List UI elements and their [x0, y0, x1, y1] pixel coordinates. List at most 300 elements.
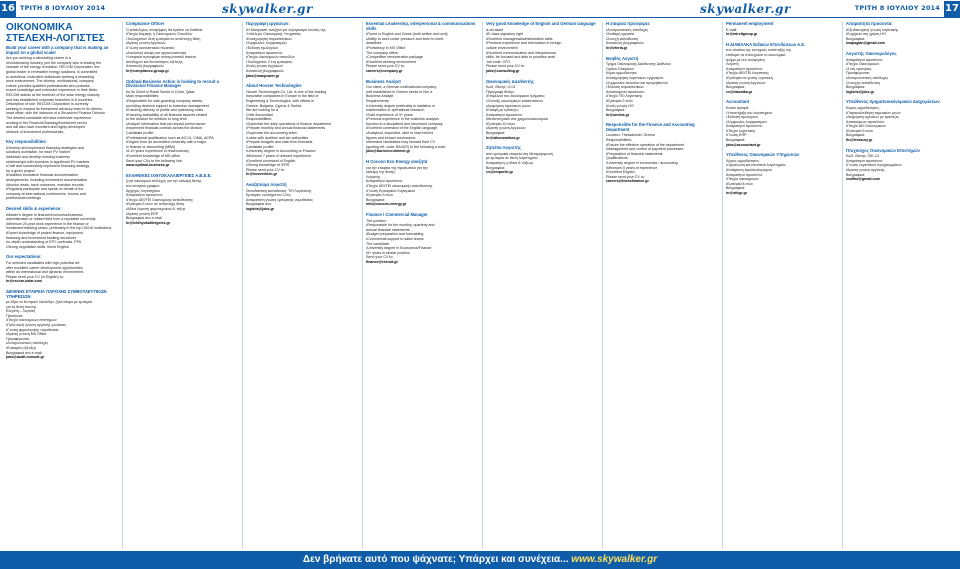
job-ad-contact-email[interactable]: logistis@jobs.gr — [846, 89, 875, 94]
job-ad-line: head office, with the inclusion of a Structured Finance Director. — [6, 111, 106, 116]
job-ad-title: Very good knowledge of English and German language — [486, 22, 596, 26]
job-ad-line: •Αναλυτική σκέψη και οργανωτικότητα — [126, 50, 187, 55]
job-ad-line: to the division for medium to long term — [126, 117, 187, 122]
job-ad-line: Σπουδαστική εκπαίδευση: ΤΕΙ Λογιστικής — [246, 188, 312, 193]
job-ad-line: •Develop and implement financing strategies and — [6, 145, 84, 150]
job-ad-line: •Καταχώρηση λογιστικών εγγραφών — [606, 75, 664, 80]
job-ad-line: global leader in renewable energy solutions, is committed — [6, 69, 98, 74]
job-ad-contact-email[interactable]: www.optimal-business.gr — [126, 163, 170, 168]
job-ad-line: •Excellent managerial/administrative skills — [486, 36, 553, 41]
job-ad-line: innovative companies in Europe in the field of — [246, 94, 319, 99]
job-ad-line: •Πτυχίο οικονομικών επιστημών — [6, 318, 57, 323]
job-ad-line: •University degree in Accounting or Finance — [246, 149, 316, 154]
job-ad-line: •Καλή γνώση Η/Υ — [606, 103, 635, 108]
job-ad-title: Βοηθός Λογιστή — [606, 55, 639, 61]
page-footer — [0, 551, 960, 569]
job-ad-line: Engineering & Technologies, with offices in — [246, 98, 314, 103]
job-ad-line: •Ensuring availability of all financial aspects related — [126, 112, 208, 117]
job-ad-line: investment banking sector, preferably in the top US/UK institutions — [6, 226, 112, 231]
job-ad-line: •3 έτη εμπειρίας — [846, 66, 872, 71]
job-ad-title: Compliance Officer — [126, 22, 165, 26]
job-ad — [486, 146, 598, 175]
job-ad-contact-email[interactable]: hr@eteria.gr — [606, 45, 628, 50]
job-ad-line: •Ανταγωνιστικές αποδοχές — [846, 75, 889, 80]
job-ad-line: For selected candidates with high potential we — [6, 260, 80, 265]
job-ad-line: relationships with investors in significant PV markets — [6, 159, 90, 164]
job-ad-line: Βιογραφικά: — [846, 133, 866, 138]
job-ad-line: annual financial statements — [366, 227, 410, 232]
job-ad-line: •Διαχείριση σχέσεων με τράπεζες — [846, 115, 900, 120]
job-ad-line: •Ensure the effective operation of the department — [606, 142, 685, 147]
job-ad — [486, 22, 598, 74]
job-ad-line: •Παρακολούθηση ταμειακών ροών — [846, 110, 901, 115]
job-ad — [366, 22, 478, 74]
job-ad-line: Description of role: RECOM Corporation is currently — [6, 102, 89, 107]
job-ad-line: Κύριες αρμοδιότητες: — [846, 105, 880, 110]
job-ad-line: Αρχηγός Λογιστηρίου — [126, 188, 161, 193]
job-ad-contact-email[interactable]: jobs@audit-consult.gr — [6, 355, 45, 360]
job-ad-line: •University degree in economics / accounting — [606, 161, 678, 166]
job-ad-line: •Supervise the daily operations of finance department — [246, 121, 332, 126]
job-ad-line: Please send your CV to: — [606, 174, 645, 179]
job-ad-line: in finance or accounting (MBA) — [126, 144, 176, 149]
job-ad-line: Interested candidates may forward their CV — [366, 140, 436, 145]
job-ad-line: Βιογραφικά: — [486, 131, 506, 136]
job-ad-line: •Prepare budgets and cash flow forecasts — [246, 140, 313, 145]
job-ad-title: Essential Leadership, interpersonal & communications skills — [366, 22, 476, 31]
job-ad-line: Απαραίτητα προσόντα: — [846, 158, 883, 163]
job-ad-line: Απαραίτητα προσόντα: — [366, 179, 403, 184]
job-ad-line: Βιογραφικά: — [726, 138, 746, 143]
job-ad-line: Απαραίτητη γνώση εμπορικής νομοθεσίας — [246, 197, 314, 202]
job-ad-line: •Budget preparation and forecasting — [366, 232, 424, 237]
job-ad-line: •Καταχώρηση παραστατικών — [246, 36, 292, 41]
job-ad-line: Λογιστής — [366, 174, 381, 179]
job-ad — [846, 22, 958, 46]
job-ad-line: The company offers: — [366, 50, 399, 55]
job-ad-line: •Liaise with auditors and tax authorities — [246, 135, 309, 140]
job-ad-contact-email[interactable]: jobs@manpower.gr — [246, 73, 280, 78]
job-ad-line: •Minimum 7 years of relevant experience — [246, 154, 311, 159]
job-ad-line: •Μεταπτυχιακό στα χρηματοοικονομικά — [486, 117, 548, 122]
job-ad-line: •Υποστήριξη του λογιστηρίου — [726, 110, 773, 115]
job-ad-line: Βιογραφικά: — [846, 36, 866, 41]
job-ad-contact-email[interactable]: hr@mireligroup.gr — [726, 32, 758, 37]
job-ad-contact-email[interactable]: careers@company.gr — [366, 68, 403, 73]
job-ad-line: Candidate profile: — [126, 131, 155, 136]
job-ad-title: Business Analyst — [366, 78, 401, 84]
job-ad-line: •Ευχέρεια στη χρήση Η/Υ — [846, 32, 887, 37]
job-ad — [726, 43, 838, 95]
job-ad-title: Optimal Business Action is looking to recruit a Divisional Finance Manager — [126, 78, 219, 89]
job-ad-line: •Κατάρτιση προϋπολογισμού — [726, 168, 772, 173]
job-ad-line: Send your CV to: — [366, 255, 394, 260]
job-ad-line: •Εμπειρία 2 ετών — [606, 98, 634, 103]
job-ad-contact-email[interactable]: hr@oikonomikos.gr — [486, 135, 520, 140]
job-ad-line: for a given project — [6, 168, 35, 173]
column-divider — [722, 22, 723, 549]
job-ad-contact-email[interactable]: finance@recruit.gr — [366, 259, 398, 264]
job-ad-line: •Συμφωνίες λογαριασμών — [726, 119, 768, 124]
job-ad-title: Πτυχιούχος Οικονομικών Επιστημών — [846, 147, 920, 153]
job-ad-line: •Excellent English — [606, 170, 635, 175]
job-ad-line: arrangements, including investment documentation — [6, 178, 88, 183]
job-ad-contact-email[interactable]: hr@omilos.gr — [606, 112, 630, 117]
job-ad-title: Περιγραφή εργασιών: — [246, 22, 290, 26]
job-ad-line: administration or related field from a reputable university — [6, 217, 96, 222]
job-ad-line: •Establish innovative financial documentation — [6, 173, 78, 178]
job-ad-line: •Monitor deals, track outcomes, maintain records — [6, 182, 84, 187]
job-ad-line: Κύριες αρμοδιότητες: — [726, 158, 760, 163]
job-ad-line: providing decision support to business management — [126, 103, 209, 108]
job-ad-line: Main responsibilities: — [126, 94, 160, 99]
job-ad-line: working in the Financial Banking/Investment sector — [6, 120, 87, 125]
job-ad-line: Αποστολή βιογραφικών: — [606, 41, 645, 46]
job-ad-contact-email[interactable]: hr@ichthyokalliergeies.gr — [126, 220, 171, 225]
job-ad-line: •Άριστη γνώση ERP — [126, 211, 159, 216]
job-ad-line: mathematics or operational research — [366, 108, 425, 113]
job-ad-line: •Πτυχίο ΑΕΙ Οικονομικών — [846, 124, 886, 129]
job-ad-line: •Previous experience in the business analysis — [366, 117, 439, 122]
job-ad-line: •Regularly participate and speak on behalf of the — [6, 187, 84, 192]
job-ad — [726, 100, 838, 147]
column-divider — [242, 22, 243, 549]
job-ad-line: •Σταθερή εργασία — [606, 32, 635, 37]
section-title: ΟΙΚΟΝΟΜΙΚΑ ΣΤΕΛΕΧΗ-ΛΟΓΙΣΤΕΣ — [6, 22, 105, 44]
job-ad-line: •Strong negotiation skills, fluent English — [6, 244, 69, 249]
job-ad-line: is an asset — [486, 27, 504, 32]
job-ad-line: •Responsible for the monthly, quarterly and — [366, 223, 435, 228]
job-ad-line: Τμήμα Οικονομικής Διεύθυνσης Διεθνούς — [606, 62, 672, 67]
job-ad-line: •Άριστη γνώση MS Office — [6, 332, 47, 337]
job-ad-line: •Commercial support to sales teams — [366, 236, 424, 241]
job-ad-line: •Professional qualification such as ACCA, CIMA, ACPA — [126, 135, 214, 140]
job-ad-line: Ελεγκτή – Λογιστή — [6, 309, 36, 314]
job-ad-title: Η Cocoon Eco Energy αναζητά — [366, 159, 428, 165]
job-ad-contact-email[interactable]: info@cocoon-energy.gr — [366, 202, 407, 207]
job-ad-contact-email[interactable]: ksapagian@gmail.com — [846, 41, 885, 46]
job-ad-line: and will also have excellent and highly-developed — [6, 125, 85, 130]
job-ad-line: Απαραίτητα προσόντα: — [126, 193, 163, 198]
job-ad — [846, 149, 958, 182]
job-ad-line: RECOM stands at the forefront of the solar energy industry — [6, 92, 100, 97]
job-ad-line: •Γνώση κανονιστικού πλαισίου — [126, 45, 175, 50]
job-ad — [6, 255, 118, 284]
job-ad-line: •Τουλάχιστον 2 έτη εμπειρίας — [246, 59, 293, 64]
right-logo[interactable]: skywalker.gr — [700, 2, 791, 16]
job-ad-line: •Εμπειρία 10 ετών — [486, 121, 516, 126]
ad-column-3 — [246, 22, 358, 549]
job-ad — [126, 174, 238, 226]
job-ad-line: function in a disciplined and structured company — [366, 121, 443, 126]
job-ad-line: Βιογραφικά: — [366, 197, 386, 202]
page-header — [0, 0, 960, 18]
job-ad-line: •B' class signatory right — [486, 32, 524, 37]
job-ad-title: Ζητείται Λογιστής — [486, 145, 521, 151]
job-ad-title: ΕΛΛΗΝΙΚΕΣ ΙΧΘΥΟΚΑΛΛΙΕΡΓΕΙΕΣ Α.Β.Ε.Ε. — [126, 172, 212, 178]
job-ad-line: Requirements: — [366, 98, 390, 103]
job-ad-contact-email[interactable]: hr@recom-solar.com — [6, 279, 42, 284]
job-ad-line: The candidate: — [366, 241, 390, 246]
job-ad-title: Build your career with a company that is making an impact on a global scale! — [6, 46, 109, 55]
job-ad-line: •Συνεχής εκπαίδευση — [846, 80, 880, 85]
job-ad-line: Ο κατάλληλος υποψήφιος θα πρέπει να διαθέτει: — [126, 27, 204, 32]
job-ad — [726, 22, 838, 37]
job-ad-title: About Hoover Technologies — [246, 83, 302, 89]
job-ad-line: Are you seeking a stimulating career in a — [6, 56, 71, 61]
job-ad-line: expert knowledge and extensive experience in their fields. — [6, 88, 99, 93]
job-ad-title: Υπεύθυνος Οικονομικών Υπηρεσιών — [726, 152, 800, 158]
job-ad-line: •Πτυχίο ΑΕΙ/ΤΕΙ Οικονομικής κατεύθυνσης — [126, 197, 194, 202]
job-ad-line: •Πτυχίο οικονομικών — [726, 177, 759, 182]
job-ad — [126, 80, 238, 168]
job-ad-line: με έδρα το Κεντρικό Χαλάνδρι, ζητά άτομο με εμπειρία — [6, 300, 93, 305]
job-ad-line: •Ανταγωνιστικές αποδοχές — [6, 341, 49, 346]
job-ad-line: •Έκδοση τιμολογίων — [246, 45, 279, 50]
job-ad-line: •Πτυχίο Οικονομικών — [846, 62, 880, 67]
job-ad-line: •Πτυχίο ΤΕΙ Λογιστικής — [606, 94, 643, 99]
job-ad-contact-email[interactable]: hr@compliance-group.gr — [126, 68, 169, 73]
job-ad-line: •Excellent communication and interpersonal — [486, 50, 556, 55]
job-ad-contact-email[interactable]: ecofibe@gmail.com — [846, 177, 880, 182]
job-ad-line: seeking to expand its investment advisory team in its Athens — [6, 106, 102, 111]
job-ad-line: Please send your CV to: — [366, 64, 405, 69]
job-ad-title: Our expectations: — [6, 254, 42, 260]
job-ad-line: •Prepare monthly and annual financial statements — [246, 126, 326, 131]
job-ad-line: •Supervise the accounting team — [246, 131, 297, 136]
job-ad-line: Περιγραφή θέσης: — [486, 89, 515, 94]
job-ad-line: Candidate profile: — [246, 144, 275, 149]
job-ad-line: •In-depth understanding of EPC contracts, PPA — [6, 240, 82, 245]
job-ad-line: •Excellent command of the English language — [366, 126, 438, 131]
job-ad-line: •Ability to work under pressure and keen to meet — [366, 36, 444, 41]
job-ad-line: Απαραίτητα προσόντα: — [846, 57, 883, 62]
job-ad-line: Προσφέρονται: — [6, 336, 30, 341]
job-ad-line: •Management and control of payment processes — [606, 147, 684, 152]
ad-column-7 — [726, 22, 838, 549]
job-ad-line: Responsibilities: — [606, 138, 632, 143]
job-ad-line: Ομίλου Εταιρειών — [606, 66, 635, 71]
job-ad — [726, 153, 838, 195]
job-ad — [366, 80, 478, 155]
job-ad-line: Please send your CV to: — [486, 64, 525, 69]
job-ad-line: Βιογραφικά στο e-mail: — [6, 350, 43, 355]
job-ad-line: επιθυμεί να στελεχώσει το οικονομικό — [726, 52, 786, 57]
job-ad — [246, 22, 358, 78]
job-ad — [126, 22, 238, 74]
job-ad-line: •Maintain and develop existing business — [6, 155, 70, 160]
right-date: ΤΡΙΤΗ 8 ΙΟΥΛΙΟΥ 2014 — [854, 4, 940, 12]
job-ad-line: •Επιμέλεια του οικονομικού τμήματος — [486, 94, 545, 99]
left-logo[interactable]: skywalker.gr — [222, 2, 313, 16]
job-ad-line: Βιογραφικά στο: — [246, 202, 272, 207]
job-ad-line: •Πτυχίο λογιστικής — [726, 128, 756, 133]
job-ad-line: The position: — [366, 218, 387, 223]
job-ad-line: στο πλαίσιο της συνεχούς ανάπτυξής της — [726, 48, 792, 53]
job-ad-line: •Συμφωνίες λογαριασμών — [246, 41, 288, 46]
job-ad-line: Send your CVs to the following link: — [126, 158, 183, 163]
job-ad-line: Απαραίτητα προσόντα: — [486, 112, 523, 117]
job-ad-title: Key responsibilities: — [6, 139, 47, 145]
job-ad-line: professional meetings — [6, 196, 41, 201]
job-ad-title: ΔΙΕΘΝΗΣ ΕΤΑΙΡΕΙΑ ΠΑΡΟΧΗΣ ΣΥΜΒΟΥΛΕΥΤΙΚΩΝ ΥΠΗΡΕΣΙΩΝ — [6, 288, 107, 299]
job-ad-line: and has established corporate branches in 8 countries. — [6, 97, 94, 102]
job-ad-line: •Expert knowledge of project finance, equipment — [6, 230, 83, 235]
job-ad-line: •Competitive remuneration package — [366, 55, 423, 60]
job-ad-line: Βιογραφικά: — [846, 85, 866, 90]
job-ad-line: Please send your CV (in English) to: — [6, 274, 64, 279]
job-ad-line: Υπάλληλο Οικονομικής Υπηρεσίας — [246, 32, 302, 37]
right-page-number: 17 — [944, 1, 960, 17]
job-ad-line: Business Analyst — [366, 94, 394, 99]
job-ad-title: Αναζητούμε Λογιστή — [246, 182, 287, 187]
job-ad-line: •Excellent command of English — [246, 158, 296, 163]
job-ad-line: με εμπειρία σε θέση λογιστηρίου — [486, 156, 538, 161]
job-ad-line: •Excellent working environment — [366, 59, 416, 64]
job-ad-contact-email[interactable]: fin@treasury.gr — [846, 138, 873, 143]
job-ad-line: Αποστολή βιογραφικών: — [126, 64, 165, 69]
job-ad — [846, 52, 958, 94]
job-ad-line: solutions worldwide, for each PV market — [6, 150, 70, 155]
job-ad-contact-email[interactable]: logistis@jobs.gr — [246, 206, 275, 211]
job-ad-line: Κωδ. Θέσης: ΟΙΚ-14 — [846, 154, 879, 159]
job-ad-line: •Strong knowledge of IFRS — [246, 163, 290, 168]
job-ad-line: •University degree in Economics/Finance — [366, 246, 432, 251]
job-ad-line: Please send your CV to: — [246, 167, 285, 172]
job-ad-line: •Εμπειρία 8 ετών — [726, 181, 754, 186]
job-ad-line: •5+ years in similar position — [366, 250, 410, 255]
job-ad-line: well established in Greece seeks to hire a — [366, 89, 433, 94]
job-ad-line: deadlines — [366, 41, 382, 46]
job-ad-line: within an international and dynamic environment. — [6, 270, 84, 275]
job-ad-line: •5-10 years experience in retail industry — [126, 149, 189, 154]
job-ad-line: •Γνώση φορολογικής νομοθεσίας — [6, 327, 59, 332]
job-ad-line: •Επαφή με τράπεζες — [486, 108, 519, 113]
job-ad-contact-email[interactable]: hr@hoovertech.gr — [246, 172, 278, 177]
job-ad-line: •Craft and successfully implement financing strategy — [6, 164, 90, 169]
job-ad-line: Απαιτούμενα προσόντα: — [846, 119, 885, 124]
job-ad-title: Λογιστής Οικονομολόγος — [846, 50, 897, 56]
job-ad-line: για την εταιρεία της προσωπικό για την — [366, 165, 428, 170]
job-ad-line: network of investment professionals. — [6, 129, 65, 134]
job-ad-line: •Preparation of financial statements — [606, 151, 663, 156]
job-ad-line: for its Client in Retail Sector in Doha, Qatar — [126, 89, 195, 94]
job-ad-line: Βιογραφικά: — [846, 172, 866, 177]
job-ad-contact-email[interactable]: jobs@consulting.gr — [486, 68, 520, 73]
job-ad — [246, 84, 358, 177]
job-ad-line: to ambitious, motivated individuals seeking a rewarding — [6, 74, 94, 79]
job-ad-line: Our client, a German multinational company, — [366, 85, 437, 90]
job-ad-line: •Άριστη γνώση αγγλικής — [846, 168, 885, 173]
job-ad-line: •Implement financial controls across the division — [126, 126, 203, 131]
left-date: ΤΡΙΤΗ 8 ΙΟΥΛΙΟΥ 2014 — [20, 4, 106, 12]
job-ad-line: •Εμπειρία 5 ετών — [846, 128, 874, 133]
job-ad-title: Permanent employment — [726, 22, 774, 26]
job-ad-line: Εμπειρία: τουλάχιστον 3 έτη — [246, 193, 291, 198]
job-ad-line: •Έκδοση παραστατικών — [606, 85, 644, 90]
job-ad — [606, 57, 718, 118]
job-ad-title: Accountant — [726, 99, 750, 105]
job-ad-line: •University degree preferably in statistics or — [366, 103, 435, 108]
job-ad-title: Η εταιρεία προσφέρει: — [606, 22, 651, 26]
job-ad-line: company at international conferences, forums and — [6, 191, 86, 196]
column-divider — [482, 22, 483, 549]
job-ad-line: Greece, Bulgaria, Cyprus & Serbia. — [246, 103, 303, 108]
job-ad-line: Κύρια αρμοδιότητα: — [606, 71, 638, 76]
job-ad-line: •Ensuring delivery of profits and optimising costs — [126, 108, 204, 113]
job-ad-line: •Minimum 5 years of experience — [606, 165, 658, 170]
job-ad-line: Βιογραφικά: — [726, 85, 746, 90]
job-ad-line: culture environment — [486, 45, 518, 50]
job-ad-title: Η ΔΙΑΒΑΛΚΑ Ειδικών Επενδύσεων Α.Ε. — [726, 41, 806, 47]
job-ad-line: Απαραίτητα προσόντα: — [246, 50, 283, 55]
job-ad-line: Προσόντα: — [6, 313, 24, 318]
column-divider — [122, 22, 123, 549]
job-ad-line: •Ανταγωνιστικές αποδοχές — [606, 27, 649, 32]
job-ad-line: •Γνώση ERP — [726, 133, 747, 138]
job-ad-line: revolutionizing industry, join the company who is leading the — [6, 60, 102, 65]
job-ad-line: •Previous experience and information in foreign — [486, 41, 562, 46]
job-ad-line: •Πτυχίο ΑΕΙ/ΤΕΙ Λογιστικής — [726, 71, 769, 76]
job-ad-line: Responsibilities: — [246, 117, 272, 122]
job-ad-line: •Άριστη γνώση Αγγλικών — [486, 126, 526, 131]
job-ad — [6, 290, 118, 360]
job-ad-contact-email[interactable]: hr@oikyp.gr — [726, 191, 748, 195]
job-ad-line: •Solid experience of 3+ years — [366, 112, 413, 117]
job-ad-title: Υπεύθυνος Χρηματοοικονομικών Διαχειρίσεων — [846, 99, 940, 105]
job-ad-contact-email[interactable]: careers@thessfinance.gr — [606, 179, 649, 184]
job-ad-line: skills, be focused and able to prioritise work — [486, 55, 556, 60]
job-ad — [486, 80, 598, 141]
job-ad-line: •Minimum 20-year work experience in the finance or — [6, 221, 89, 226]
job-ad-line: Η εταιρεία προσφέρει ανταγωνιστικό πακέτο — [126, 55, 197, 60]
job-ad-line: Λογιστή — [726, 62, 739, 67]
job-ad-line: •Οργάνωση και εποπτεία λογιστηρίου — [726, 163, 786, 168]
job-ad-line: Βιογραφικά: — [726, 186, 746, 191]
ad-column-6 — [606, 22, 718, 549]
ad-column-2 — [126, 22, 238, 549]
job-ad-line: Κωδ. Θέσης: Ο-01 — [486, 85, 516, 90]
job-ad-line: •Άδεια λογιστή φοροτεχνικού Α' τάξης — [126, 206, 186, 211]
job-ad-line: (quoting ref. code: BA/ICR) to the following e-mail: — [366, 144, 446, 149]
job-ad-line: Βιογραφικά: — [486, 165, 506, 170]
job-ad-line: ζητά οικονομικό στέλεχος για την κάλυψη θέσης — [126, 179, 202, 184]
job-ad-title: Finance / Commercial Manager — [366, 211, 428, 217]
job-ad-line: •Excellent knowledge of MS office — [126, 154, 180, 159]
job-ad-line: figures and extract conclusions — [366, 135, 416, 140]
job-ad-line: Βιογραφικά: — [606, 108, 626, 113]
job-ad-contact-email[interactable]: cv@emporiki.gr — [486, 170, 514, 175]
job-ad-title: Desired skills & experience: — [6, 206, 62, 211]
job-ad-line: Βιογραφικά στο e-mail: — [126, 216, 163, 221]
job-ad-line: E-mail: — [726, 27, 738, 32]
job-ad-line: •Master's degree in finance/economics/business — [6, 212, 83, 217]
job-ad-line: στο κεντρικό γραφείο — [126, 184, 160, 188]
job-ad-contact-email[interactable]: jobs@bariorecruitment.gr — [366, 149, 411, 154]
footer-url-link[interactable]: www.skywalker.gr — [571, 554, 658, 565]
job-ad-line: •Συμφωνίες πελατών και προμηθευτών — [606, 80, 669, 85]
job-ad-line: Location: Thessaloniki, Greece — [606, 133, 656, 138]
job-ad-contact-email[interactable]: cv@diavalka.gr — [726, 89, 753, 94]
job-ad-line: •Πτυχίο ΑΕΙ/ΤΕΙ οικονομικής κατεύθυνσης — [366, 184, 433, 188]
job-ad-line: •Degree from an accredited university with a major — [126, 140, 207, 145]
job-ad-line: We are looking for a — [246, 108, 279, 113]
job-ad-line: The desired candidate will have extensive experience — [6, 115, 92, 120]
job-ad-line: Απαραίτητη η άδεια Α' τάξεως — [486, 161, 534, 166]
column-divider — [842, 22, 843, 549]
job-ad-contact-email[interactable]: jobs@accountant.gr — [726, 142, 761, 147]
job-ad-line: Απαραίτητα προσόντα: — [726, 124, 763, 129]
